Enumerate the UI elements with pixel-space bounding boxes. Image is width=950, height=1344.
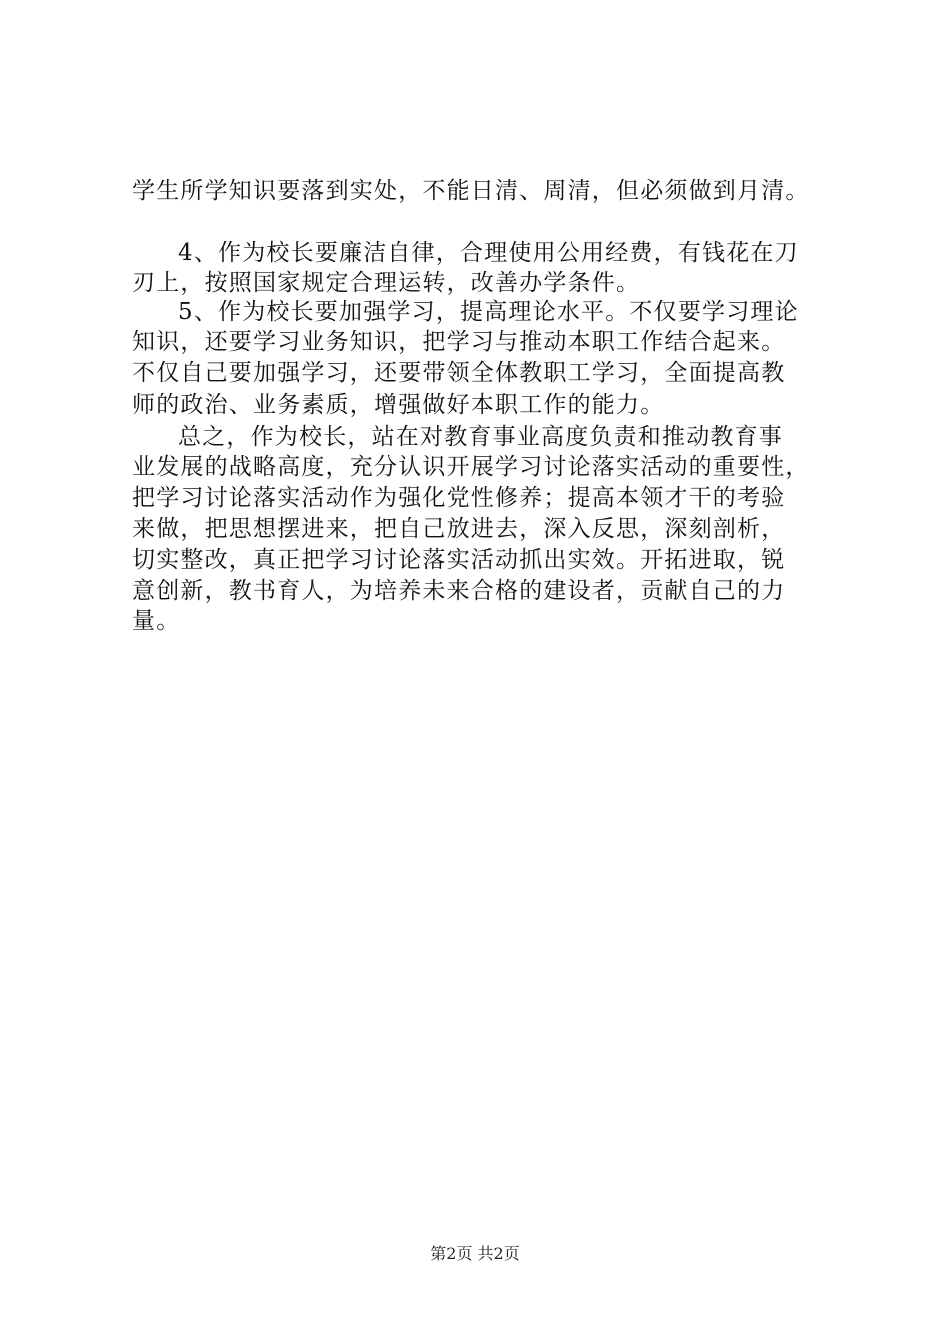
- text-line-8: 总之，作为校长，站在对教育事业高度负责和推动教育事: [178, 424, 783, 450]
- text-line-2: 4、作为校长要廉洁自律，合理使用公用经费，有钱花在刀: [178, 240, 799, 266]
- text-line-10: 把学习讨论落实活动作为强化党性修养；提高本领才干的考验: [132, 485, 786, 511]
- text-line-13: 意创新，教书育人，为培养未来合格的建设者，贡献自己的力: [132, 578, 786, 604]
- text-line-11: 来做，把思想摆进来，把自己放进去，深入反思，深刻剖析，: [132, 516, 786, 542]
- text-line-1: 学生所学知识要落到实处，不能日清、周清，但必须做到月清。: [132, 178, 810, 204]
- text-line-14: 量。: [132, 608, 181, 634]
- text-line-12: 切实整改，真正把学习讨论落实活动抓出实效。开拓进取，锐: [132, 547, 786, 573]
- text-line-7: 师的政治、业务素质，增强做好本职工作的能力。: [132, 392, 665, 418]
- text-line-3: 刃上，按照国家规定合理运转，改善办学条件。: [132, 270, 641, 296]
- text-line-6: 不仅自己要加强学习，还要带领全体教职工学习，全面提高教: [132, 360, 786, 386]
- text-line-5: 知识，还要学习业务知识，把学习与推动本职工作结合起来。: [132, 329, 786, 355]
- page-number-footer: 第2页 共2页: [430, 1244, 520, 1263]
- text-line-9: 业发展的战略高度，充分认识开展学习讨论落实活动的重要性，: [132, 454, 810, 480]
- text-line-4: 5、作为校长要加强学习，提高理论水平。不仅要学习理论: [178, 299, 799, 325]
